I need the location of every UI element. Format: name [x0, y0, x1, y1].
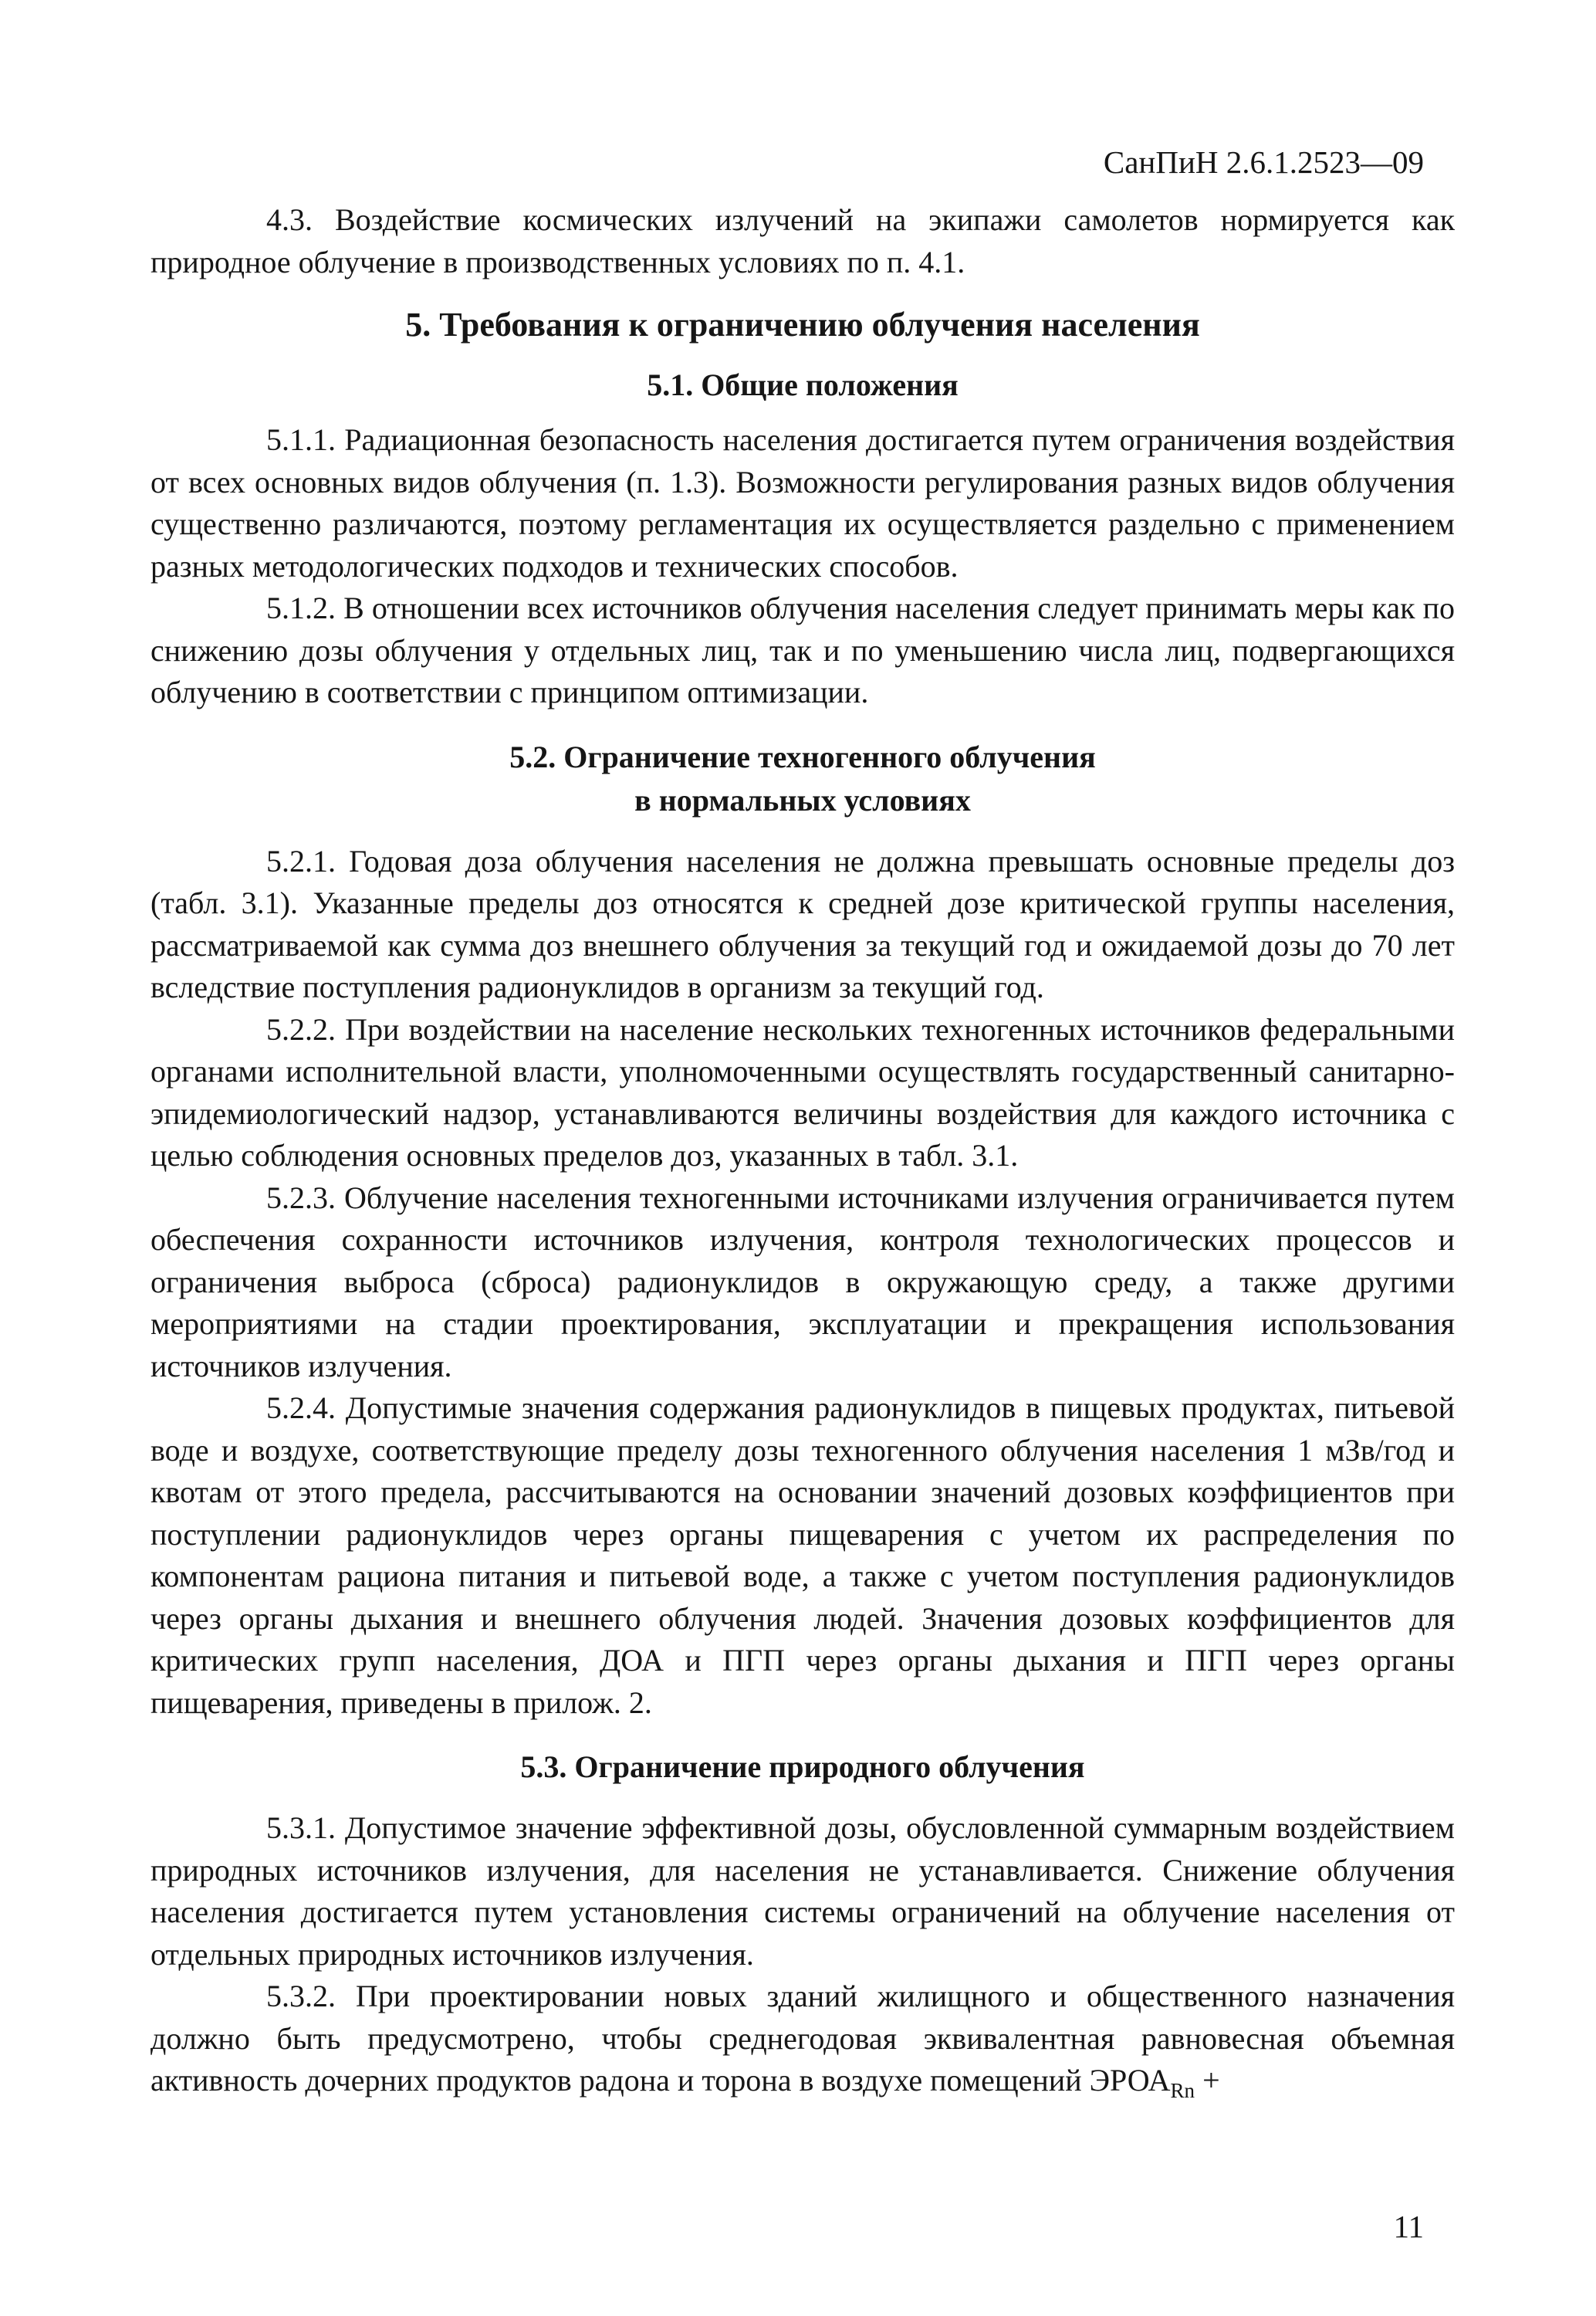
section-title-5: 5. Требования к ограничению облучения населения: [405, 306, 1200, 344]
paragraph-5-2-4: 5.2.4. Допустимые значения содержания радионуклидов в пищевых продуктах, питьевой воде и воздухе, соответствующие пределу дозы техногенного облучения населения 1 мЗв/год и квотам от этого предела, рассчитываются на основании значений дозовых коэффициентов при поступлении радионуклидов через органы пищеварения с учетом их распределения по компонентам рациона питания и питьевой воде, а также с учетом поступления радионуклидов через органы дыхания и внешнего облучения людей. Значения дозовых коэффициентов для критических групп населения, ДОА и ПГП через органы дыхания и ПГП через органы пищеварения, приведены в прилож. 2.: [150, 1390, 1455, 1720]
paragraph-4-3: 4.3. Воздействие космических излучений на экипажи самолетов нормируется как природное облучение в производственных условиях по п. 4.1.: [150, 202, 1455, 279]
paragraph-5-1-1: 5.1.1. Радиационная безопасность населения достигается путем ограничения воздействия от всех основных видов облучения (п. 1.3). Возможности регулирования разных видов облучения существенно различаются, поэтому регламентация их осуществляется раздельно с применением разных методологических подходов и технических способов.: [150, 422, 1455, 584]
paragraph-5-2-1: 5.2.1. Годовая доза облучения населения не должна превышать основные пределы доз (табл. 3.1). Указанные пределы доз относятся к средней дозе критической группы населения, рассматриваемой как сумма доз внешнего облучения за текущий год и ожидаемой дозы до 70 лет вследствие поступления радионуклидов в организм за текущий год.: [150, 843, 1455, 1004]
subsection-title-5-2-line1: 5.2. Ограничение техногенного облучения: [509, 739, 1096, 774]
document-page: [150, 139, 1455, 2270]
subsection-title-5-2: [150, 736, 1455, 822]
subsection-title-5-1: 5.1. Общие положения: [647, 367, 959, 402]
paragraph-5-2-2: 5.2.2. При воздействии на население нескольких техногенных источников федеральными органами исполнительной власти, уполномоченными осуществлять государственный санитарно-эпидемиологический надзор, устанавливаются величины воздействия для каждого источника с целью соблюдения основных пределов доз, указанных в табл. 3.1.: [150, 1011, 1455, 1173]
page-number: 11: [1393, 2209, 1424, 2244]
paragraph-5-3-2-text: 5.3.2. При проектировании новых зданий жилищного и общественного назначения должно быть предусмотрено, чтобы среднегодовая эквивалентная равновесная объемная активность дочерних продуктов радона и торона в воздухе помещений ЭРОА: [150, 1979, 1455, 2098]
paragraph-5-3-2: [150, 1976, 1455, 2112]
paragraph-5-3-1: 5.3.1. Допустимое значение эффективной дозы, обусловленной суммарным воздействием природных источников излучения, для населения не устанавливается. Снижение облучения населения достигается путем установления системы ограничений на облучение населения от отдельных природных источников излучения.: [150, 1810, 1455, 1972]
paragraph-5-1-2: 5.1.2. В отношении всех источников облучения населения следует принимать меры как по снижению дозы облучения у отдельных лиц, так и по уменьшению числа лиц, подвергающихся облучению в соответствии с принципом оптимизации.: [150, 591, 1455, 709]
radon-subscript: Rn: [1170, 2079, 1195, 2102]
paragraph-5-2-3: 5.2.3. Облучение населения техногенными источниками излучения ограничивается путем обеспечения сохранности источников излучения, контроля технологических процессов и ограничения выброса (сброса) радионуклидов в окружающую среду, а также другими мероприятиями на стадии проектирования, эксплуатации и прекращения использования источников излучения.: [150, 1180, 1455, 1383]
paragraph-5-3-2-tail: +: [1195, 2063, 1220, 2098]
subsection-title-5-2-line2: в нормальных условиях: [634, 782, 971, 818]
subsection-title-5-3: 5.3. Ограничение природного облучения: [520, 1749, 1085, 1784]
document-body: [150, 199, 1455, 2112]
document-code-header: СанПиН 2.6.1.2523—09: [1103, 144, 1424, 180]
